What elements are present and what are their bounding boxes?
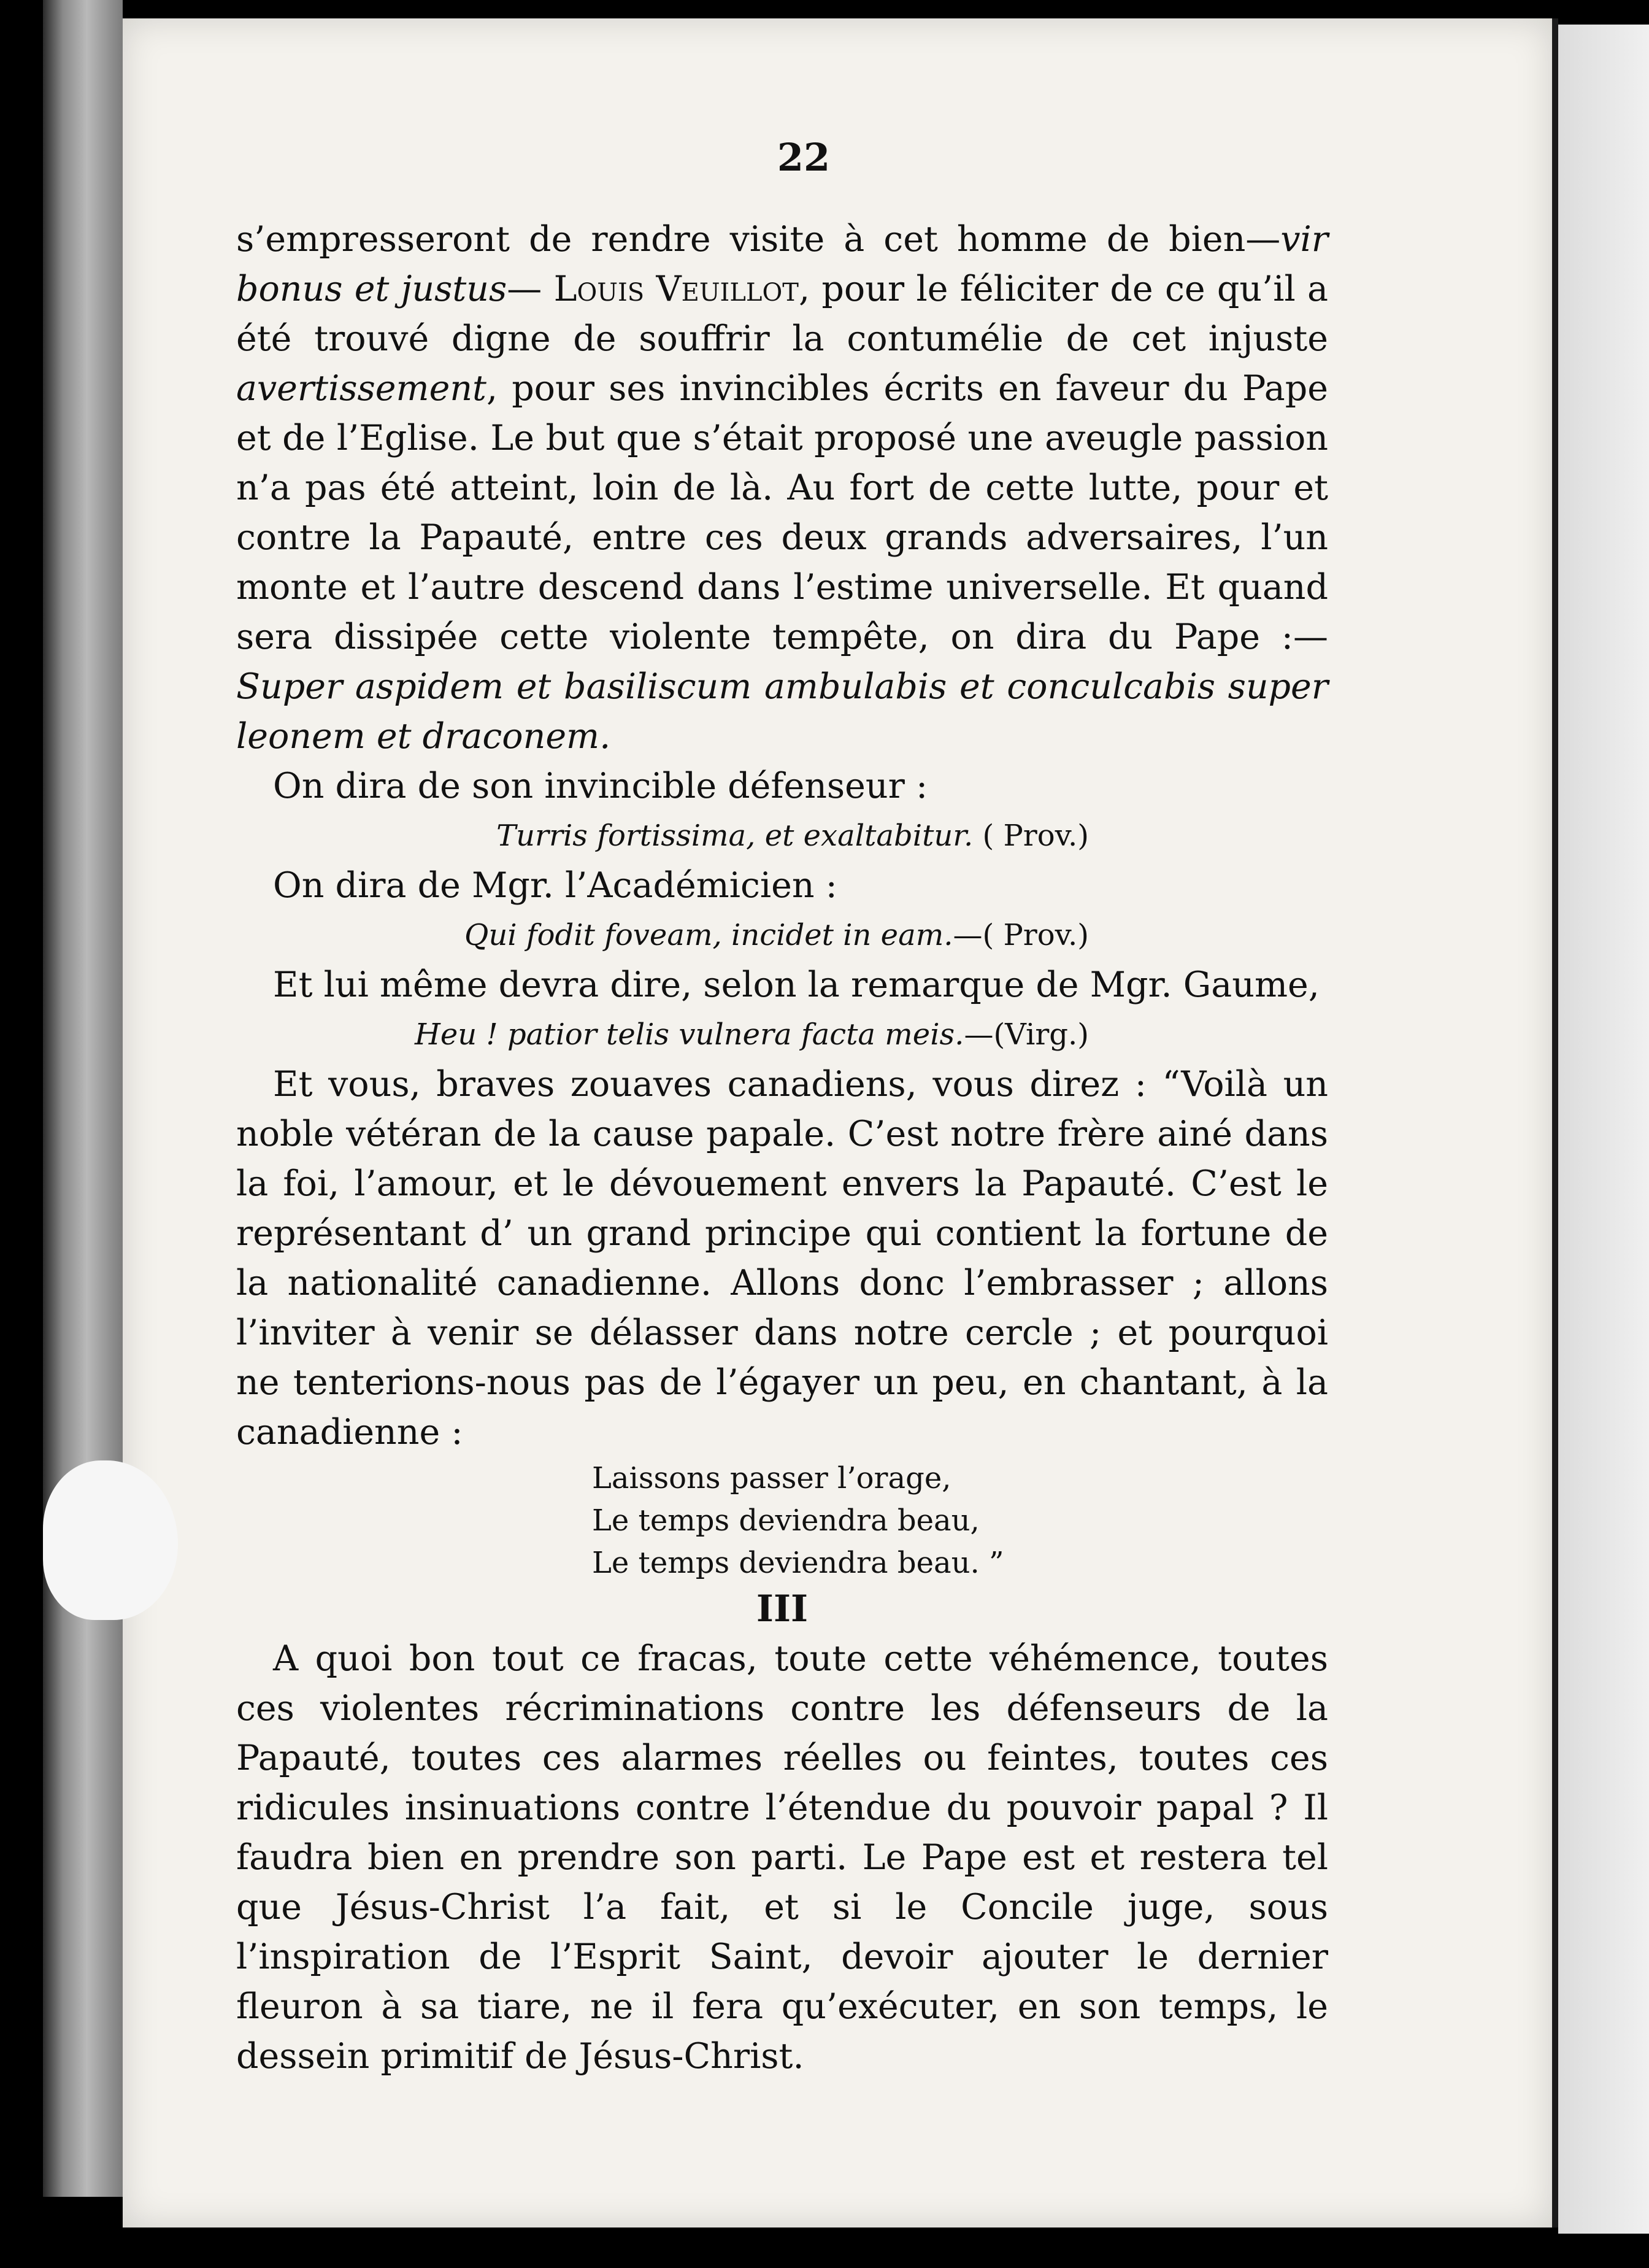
p1-author-name: Louis Veuillot [553,269,799,309]
page-edge-shadow [1552,18,1558,2228]
paragraph-2: Et vous, braves zouaves canadiens, vous direz : “Voilà un noble vétéran de la cause papale. C’est notre frère ainé dans la foi, l’amour, et le dévouement envers la Papauté. C’est le représentant d’ un grand principe qui contient la fortune de la nationalité canadienne. Allons donc l’embrasser ; allons l’inviter à venir se délasser dans notre cercle ; et pourquoi ne tenterions-nous pas de l’égayer un peu, en chantant, à la canadienne : [236,1064,1328,1452]
quote-3-source: —(Virg.) [964,1017,1089,1052]
p1-italic-vir-bonus: vir bonus et justus [236,219,1328,309]
song-line: Le temps deviendra beau. ” [592,1546,1004,1580]
quote-3 [236,1010,1328,1060]
line-academicien: On dira de Mgr. l’Académicien : [273,865,837,906]
book-binding-strip [43,0,123,2197]
quote-2-latin: Qui fodit foveam, incidet in eam. [464,918,953,952]
quote-3-latin: Heu ! patior telis vulnera facta meis. [414,1017,964,1052]
page-text [236,215,1328,2081]
p1-italic-latin: Super aspidem et basiliscum ambulabis et conculcabis super leonem et draconem. [236,666,1328,757]
quote-2 [236,911,1328,960]
line-defenseur: On dira de son invincible défenseur : [273,766,928,806]
paragraph-1 [236,215,1328,762]
quote-1-source: ( Prov.) [982,819,1089,853]
p1-text-g: , pour ses invincibles écrits en faveur du Pape et de l’Eglise. Le but que s’était proposé une aveugle passion n’a pas été atteint, loin de là. Au fort de cette lutte, pour et contre la Papauté, entre ces deux grands adversaires, l’un monte et l’autre descend dans l’estime universelle. Et quand sera dissipée cette violente tempête, on dira du Pape :— [236,368,1328,657]
song-line: Laissons passer l’orage, [592,1461,951,1495]
line-gaume: Et lui même devra dire, selon la remarque de Mgr. Gaume, [273,965,1320,1005]
song-line: Le temps deviendra beau, [592,1503,980,1538]
section-heading: III [756,1587,809,1630]
p1-text-a: s’empresseront de rendre visite à cet homme de bien— [236,219,1281,260]
quote-1-latin: Turris fortissima, et exaltabitur. [496,819,974,853]
quote-1 [236,811,1328,861]
paragraph-3: A quoi bon tout ce fracas, toute cette véhémence, toutes ces violentes récriminations contre les défenseurs de la Papauté, toutes ces alarmes réelles ou feintes, toutes ces ridicules insinuations contre l’étendue du pouvoir papal ? Il faudra bien en prendre son parti. Le Pape est et restera tel que Jésus-Christ l’a fait, et si le Concile juge, sous l’inspiration de l’Esprit Saint, devoir ajouter le dernier fleuron à sa tiare, ne il fera qu’exécuter, en son temps, le dessein primitif de Jésus-Christ. [236,1638,1328,2077]
page-number: 22 [777,135,831,180]
adjacent-page-edge [1558,25,1649,2234]
p1-text-e: , pour le féliciter de ce qu’il a été trouvé digne de souffrir la contumélie de cet injuste [236,269,1329,359]
quote-2-source: —( Prov.) [953,918,1089,952]
p1-text-c: — [507,269,554,309]
song-verse [592,1457,1328,1584]
p1-italic-avertissement: avertissement [236,368,486,409]
